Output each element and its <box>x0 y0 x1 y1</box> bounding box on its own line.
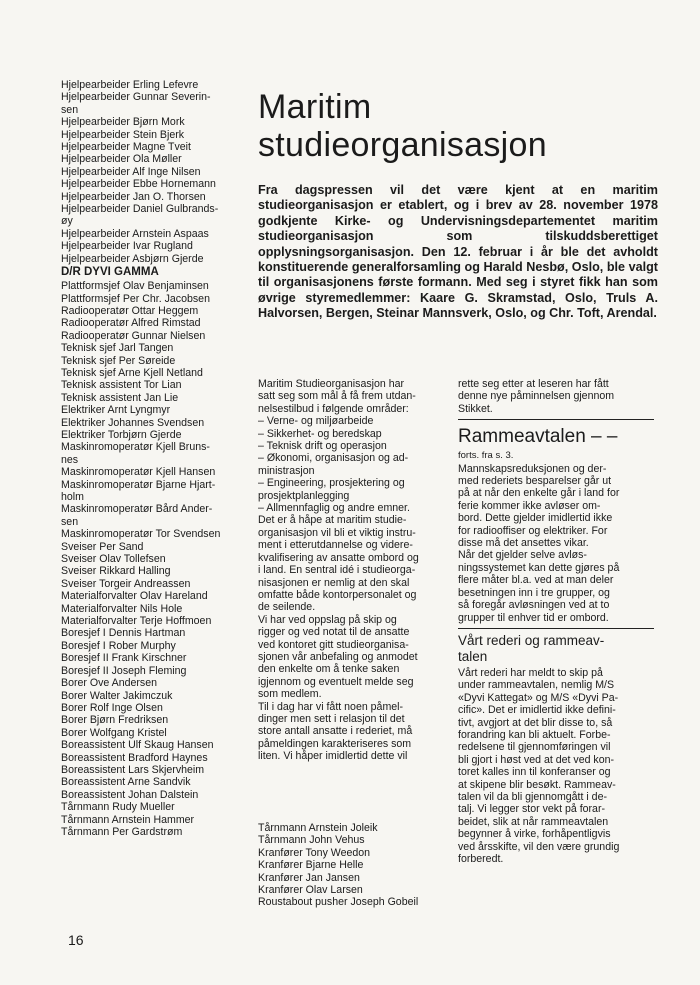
crew-list-line: Boreassistent Johan Dalstein <box>61 788 199 801</box>
body-text-line: redelsene til gjennomføringen vil <box>458 741 611 754</box>
crew-list-line: Teknisk sjef Arne Kjell Netland <box>61 366 203 379</box>
body-text-line: rigger og ved notat til de ansatte <box>258 626 410 639</box>
article-lead: Fra dagspressen vil det være kjent at en maritim studieorganisasjon er etablert, og i brev av 28. november 1978 godkjente Kirke- og Undervisningsdepartementet maritim studieorganisasjon som tilskuddsberettiget opplysningsorganisasjon. Den 12. februar i år ble det avholdt konstituerende generalforsamling og Harald Nesbø, Oslo, ble valgt til organisasjonens første formann. Med seg i styret fikk han som øvrige styremedlemmer: Kaare G. Skramstad, Oslo, Truls A. Halvorsen, Bergen, Steinar Mannsverk, Oslo, og Chr. Toft, Arendal. <box>258 183 658 321</box>
rederi-heading: Vårt rederi og rammeav- talen <box>458 632 605 664</box>
body-text-line: i land. En sentral idé i studieorga- <box>258 564 416 577</box>
crew-list-line: Borer Ove Andersen <box>61 677 157 690</box>
crew-list-line: Maskinromoperatør Tor Svendsen <box>61 528 221 541</box>
crew-list-column <box>61 79 251 838</box>
crew-list-line: Hjelpearbeider Daniel Gulbrands- <box>61 203 219 216</box>
crew-list-line: Roustabout pusher Joseph Gobeil <box>258 896 419 909</box>
body-text-line: Vårt rederi har meldt to skip på <box>458 666 603 679</box>
body-text-line: under rammeavtalen, nemlig M/S <box>458 679 615 692</box>
crew-list-line: Hjelpearbeider Gunnar Severin- <box>61 91 211 104</box>
crew-list-line: Radiooperatør Alfred Rimstad <box>61 317 201 330</box>
crew-list-line: Elektriker Arnt Lyngmyr <box>61 404 171 417</box>
crew-list-line: Maskinromoperatør Kjell Hansen <box>61 466 216 479</box>
body-text-line: for radiooffiser og elektriker. For <box>458 524 608 537</box>
body-text-line: nisasjonen er nemlig at den skal <box>258 576 410 589</box>
body-text-line: disse må det ansettes vikar. <box>458 537 589 550</box>
body-text-line: – Engineering, prosjektering og <box>258 477 405 490</box>
body-text-line: bord. Dette gjelder imidlertid ikke <box>458 512 613 525</box>
crew-list-line: sen <box>61 515 79 528</box>
crew-list-line: Radiooperatør Ottar Heggem <box>61 304 199 317</box>
crew-list-line: sen <box>61 103 79 116</box>
crew-list-line: Borer Walter Jakimczuk <box>61 689 173 702</box>
crew-list-line: Boreassistent Bradford Haynes <box>61 751 208 764</box>
rederi-body <box>458 667 654 866</box>
crew-list-line: Kranfører Tony Weedon <box>258 846 371 859</box>
crew-list-line: Sveiser Torgeir Andreassen <box>61 577 191 590</box>
body-text-line: «Dyvi Kattegat» og M/S «Dyvi Pa- <box>458 691 619 704</box>
crew-list-line: Boresjef I Rober Murphy <box>61 639 176 652</box>
title-line-1: Maritim <box>258 88 372 126</box>
body-text-line: så foregår avløsningen ved at to <box>458 599 610 612</box>
crew-list-line: Sveiser Rikkard Halling <box>61 565 171 578</box>
crew-list-line: Plattformsjef Olav Benjaminsen <box>61 280 209 293</box>
crew-list-line: Boresjef II Joseph Fleming <box>61 664 187 677</box>
body-text-line: grupper til enhver tid er ombord. <box>458 611 609 624</box>
body-text-line: ferie kommer ikke avløser om- <box>458 499 601 512</box>
article-body-column-1 <box>258 378 446 763</box>
crew-list-line: Materialforvalter Nils Hole <box>61 602 183 615</box>
body-text-line: ministrasjon <box>258 464 315 477</box>
article-title <box>258 88 547 164</box>
crew-list-line: Elektriker Johannes Svendsen <box>61 416 205 429</box>
crew-list-line: Hjelpearbeider Stein Bjerk <box>61 128 185 141</box>
body-text-line: cific». Det er imidlertid ikke defini- <box>458 704 616 717</box>
crew-list-line: Hjelpearbeider Ola Møller <box>61 153 182 166</box>
body-text-line: ved kontoret gitt studieorganisa- <box>258 638 409 651</box>
body-text-line: Vi har ved oppslag på skip og <box>258 613 397 626</box>
crew-list-line: Hjelpearbeider Ivar Rugland <box>61 240 193 253</box>
crew-list-line: Hjelpearbeider Magne Tveit <box>61 141 191 154</box>
page-number: 16 <box>68 932 84 948</box>
crew-list-line: Materialforvalter Terje Hoffmoen <box>61 615 212 628</box>
crew-list-line: Boresjef I Dennis Hartman <box>61 627 186 640</box>
crew-list-line: Sveiser Per Sand <box>61 540 144 553</box>
crew-list-line: øy <box>61 215 73 228</box>
crew-list-line: Plattformsjef Per Chr. Jacobsen <box>61 292 210 305</box>
body-text-line: omfatte både kontorpersonalet og <box>258 588 417 601</box>
crew-list-line: Teknisk sjef Per Søreide <box>61 354 176 367</box>
crew-list-line: Hjelpearbeider Alf Inge Nilsen <box>61 165 201 178</box>
body-text-line: organisasjon vil bli et viktig instru- <box>258 526 416 539</box>
crew-list-line: Borer Wolfgang Kristel <box>61 726 167 739</box>
crew-list-line: Maskinromoperatør Bård Ander- <box>61 503 213 516</box>
crew-list-line: Kranfører Jan Jansen <box>258 871 360 884</box>
crew-list-line: Maskinromoperatør Bjarne Hjart- <box>61 478 216 491</box>
body-text-line: ningssystemet kan dette gjøres på <box>458 561 620 574</box>
crew-list-line: Kranfører Bjarne Helle <box>258 859 364 872</box>
crew-list-line: Teknisk sjef Jarl Tangen <box>61 342 174 355</box>
body-text-line: Det er å håpe at maritim studie- <box>258 514 407 527</box>
body-text-line: Maritim Studieorganisasjon har <box>258 378 405 390</box>
body-text-line: med rederiets besparelser går ut <box>458 475 612 488</box>
divider <box>458 419 654 420</box>
body-text-line: – Sikkerhet- og beredskap <box>258 427 382 440</box>
crew-list-line: Teknisk assistent Tor Lian <box>61 379 182 392</box>
crew-list-line: holm <box>61 491 84 503</box>
rammeavtalen-body <box>458 463 654 624</box>
body-text-line: satt seg som mål å få frem utdan- <box>258 390 416 403</box>
body-text-line: nelsestilbud i følgende områder: <box>258 402 409 415</box>
crew-list-line: Kranfører Olav Larsen <box>258 884 363 897</box>
body-text-line: kvalifisering av ansatte ombord og <box>258 551 419 564</box>
crew-list-line: Boreassistent Arne Sandvik <box>61 776 191 789</box>
crew-list-line: Hjelpearbeider Jan O. Thorsen <box>61 190 206 203</box>
article-body-column-2 <box>458 378 654 865</box>
crew-list-line: Tårnmann Rudy Mueller <box>61 801 175 814</box>
divider <box>458 628 654 629</box>
crew-list-line: Tårnmann Arnstein Joleik <box>258 822 378 834</box>
crew-list-line: nes <box>61 453 79 466</box>
crew-list-line: Tårnmann Arnstein Hammer <box>61 813 195 826</box>
body-text-line: på at når den enkelte går i land for <box>458 487 620 500</box>
body-text-line: begynner å virke, forhåpentligvis <box>458 828 611 841</box>
crew-list-line: Tårnmann John Vehus <box>258 834 365 847</box>
body-text-line: talj. Vi legger stor vekt på forar- <box>458 803 606 816</box>
crew-list-line: Borer Rolf Inge Olsen <box>61 701 163 714</box>
body-text-line: toret kalles inn til konferanser og <box>458 766 611 779</box>
body-text-line: ved årsskifte, vil den være grundig <box>458 840 620 853</box>
body-text-line: Stikket. <box>458 402 493 415</box>
crew-list-line: Hjelpearbeider Arnstein Aspaas <box>61 227 209 240</box>
crew-list-line: Hjelpearbeider Bjørn Mork <box>61 116 185 129</box>
crew-list-line: Borer Bjørn Fredriksen <box>61 714 169 727</box>
body-text-line: flere måter bl.a. ved at man deler <box>458 574 614 587</box>
crew-list-line: Boresjef II Frank Kirschner <box>61 652 187 665</box>
crew-list-line: Boreassistent Ulf Skaug Hansen <box>61 739 214 752</box>
body-text-line: som medlem. <box>258 688 322 701</box>
body-text-line: dinger men sett i relasjon til det <box>258 712 405 725</box>
crew-list-continued <box>258 822 458 909</box>
body-text-line: at skipene blir besøkt. Rammeav- <box>458 778 616 791</box>
body-text-line: Til i dag har vi fått noen påmel- <box>258 700 404 713</box>
body-text-line: Når det gjelder selve avløs- <box>458 549 587 562</box>
crew-list-line: Teknisk assistent Jan Lie <box>61 391 179 404</box>
body-text-line: store antall ansatte i rederiet, må <box>258 725 413 738</box>
body-text-line: – Økonomi, organisasjon og ad- <box>258 452 409 465</box>
body-text-line: prosjektplanlegging <box>258 489 350 502</box>
crew-list-line: Hjelpearbeider Ebbe Hornemann <box>61 178 216 191</box>
body-text-line: den enkelte om å tenke saken <box>258 663 400 676</box>
section-heading: D/R DYVI GAMMA <box>61 266 159 279</box>
crew-list-line: Hjelpearbeider Asbjørn Gjerde <box>61 252 204 265</box>
body-text-line: bli gjort i høst ved at det ved kon- <box>458 753 615 766</box>
body-text-line: rette seg etter at leseren har fått <box>458 378 609 390</box>
body-text-line: tivt, avgjort at det blir disse to, så <box>458 716 613 729</box>
body-text-line: forandring kan bli aktuelt. Forbe- <box>458 728 611 741</box>
body-text-line: denne nye påminnelsen gjennom <box>458 390 615 403</box>
body-text-line: sjonen vår anbefaling og anmodet <box>258 650 418 663</box>
crew-list-line: Sveiser Olav Tollefsen <box>61 553 166 566</box>
body-text-line: igjennom og eventuelt melde seg <box>258 675 414 688</box>
body-text-line: talen vil da bli gjennomgått i de- <box>458 790 607 803</box>
body-text-line: Mannskapsreduksjonen og der- <box>458 462 607 475</box>
crew-list-line: Elektriker Torbjørn Gjerde <box>61 428 182 441</box>
crew-list-line: Maskinromoperatør Kjell Bruns- <box>61 441 210 454</box>
body-text-line: – Teknisk drift og operasjon <box>258 440 387 453</box>
crew-list-line: Boreassistent Lars Skjervheim <box>61 763 205 776</box>
title-line-2: studieorganisasjon <box>258 126 547 164</box>
body-text-line: beidet, slik at når rammeavtalen <box>458 815 609 828</box>
crew-list-line: Radiooperatør Gunnar Nielsen <box>61 329 206 342</box>
body-text-line: påmeldingen karakteriseres som <box>258 737 412 750</box>
body-text-line: besetningen inn i tre grupper, og <box>458 586 610 599</box>
crew-list-line: Hjelpearbeider Erling Lefevre <box>61 79 199 91</box>
body-text-line: de seilende. <box>258 601 316 614</box>
article-continuation <box>458 378 654 415</box>
crew-list-line: Tårnmann Per Gardstrøm <box>61 825 183 838</box>
body-text-line: – Allmennfaglig og andre emner. <box>258 502 410 515</box>
body-text-line: – Verne- og miljøarbeide <box>258 415 374 428</box>
body-text-line: ment i etterutdannelse og videre- <box>258 539 413 552</box>
continued-note: forts. fra s. 3. <box>458 450 514 462</box>
body-text-line: liten. Vi håper imidlertid dette vil <box>258 750 408 763</box>
crew-list-line: Materialforvalter Olav Hareland <box>61 590 208 603</box>
rammeavtalen-heading: Rammeavtalen – – <box>458 426 618 448</box>
body-text-line: forberedt. <box>458 853 504 865</box>
